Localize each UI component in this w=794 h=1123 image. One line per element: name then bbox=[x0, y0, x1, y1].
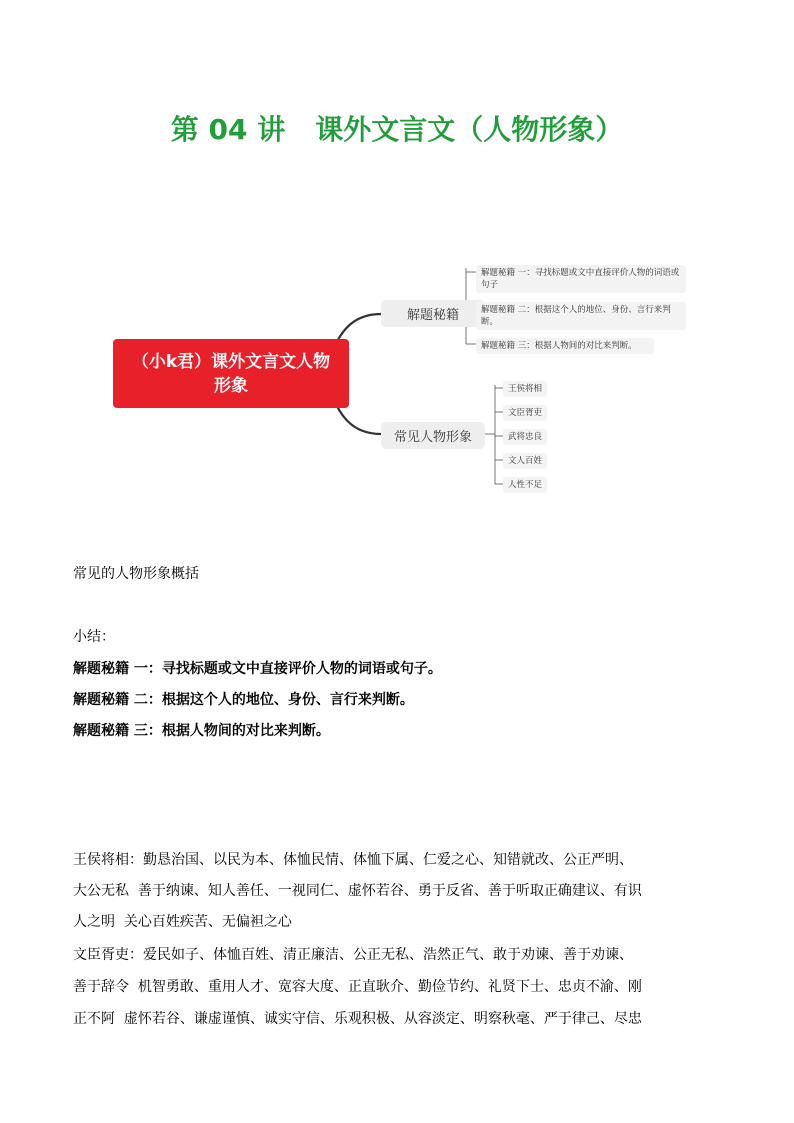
lesson-number: 第 04 讲 bbox=[170, 113, 286, 146]
mindmap-leaf: 文臣胥吏 bbox=[503, 405, 547, 421]
mindmap-leaf: 解题秘籍 二：根据这个人的地位、身份、言行来判断。 bbox=[476, 302, 686, 330]
lesson-topic: 课外文言文（人物形象） bbox=[315, 113, 624, 146]
paragraph-line: 善于辞令 机智勇敢、重用人才、宽容大度、正直耿介、勤俭节约、礼贤下士、忠贞不渝、刚 bbox=[73, 979, 642, 995]
mindmap-branch-tips: 解题秘籍 bbox=[381, 300, 485, 327]
mindmap-leaf: 人性不足 bbox=[503, 477, 547, 493]
paragraph-line: 文臣胥吏：爱民如子、体恤百姓、清正廉洁、公正无私、浩然正气、敢于劝谏、善于劝谏、 bbox=[73, 947, 633, 963]
mindmap-leaf: 文人百姓 bbox=[503, 453, 547, 469]
summary-label: 小结： bbox=[73, 629, 115, 645]
mindmap-leaf: 解题秘籍 三：根据人物间的对比来判断。 bbox=[476, 338, 654, 354]
summary-item: 解题秘籍 一：寻找标题或文中直接评价人物的词语或句子。 bbox=[73, 661, 442, 677]
mindmap-root: （小k君）课外文言文人物形象 bbox=[113, 339, 349, 408]
summary-item: 解题秘籍 三：根据人物间的对比来判断。 bbox=[73, 723, 330, 739]
paragraph-line: 人之明 关心百姓疾苦、无偏袒之心 bbox=[73, 914, 292, 930]
mindmap-branch-characters: 常见人物形象 bbox=[381, 422, 485, 449]
paragraph-line: 王侯将相：勤恳治国、以民为本、体恤民情、体恤下属、仁爱之心、知错就改、公正严明、 bbox=[73, 852, 633, 868]
section-heading: 常见的人物形象概括 bbox=[73, 566, 199, 582]
mindmap-leaf: 王侯将相 bbox=[503, 381, 547, 397]
paragraph-line: 大公无私 善于纳谏、知人善任、一视同仁、虚怀若谷、勇于反省、善于听取正确建议、有识 bbox=[73, 883, 642, 899]
paragraph-line: 正不阿 虚怀若谷、谦虚谨慎、诚实守信、乐观积极、从容淡定、明察秋毫、严于律己、尽忠 bbox=[73, 1011, 642, 1027]
mindmap-leaf: 解题秘籍 一：寻找标题或文中直接评价人物的词语或句子 bbox=[476, 265, 686, 293]
mindmap-leaf: 武将忠良 bbox=[503, 429, 547, 445]
summary-item: 解题秘籍 二：根据这个人的地位、身份、言行来判断。 bbox=[73, 692, 414, 708]
